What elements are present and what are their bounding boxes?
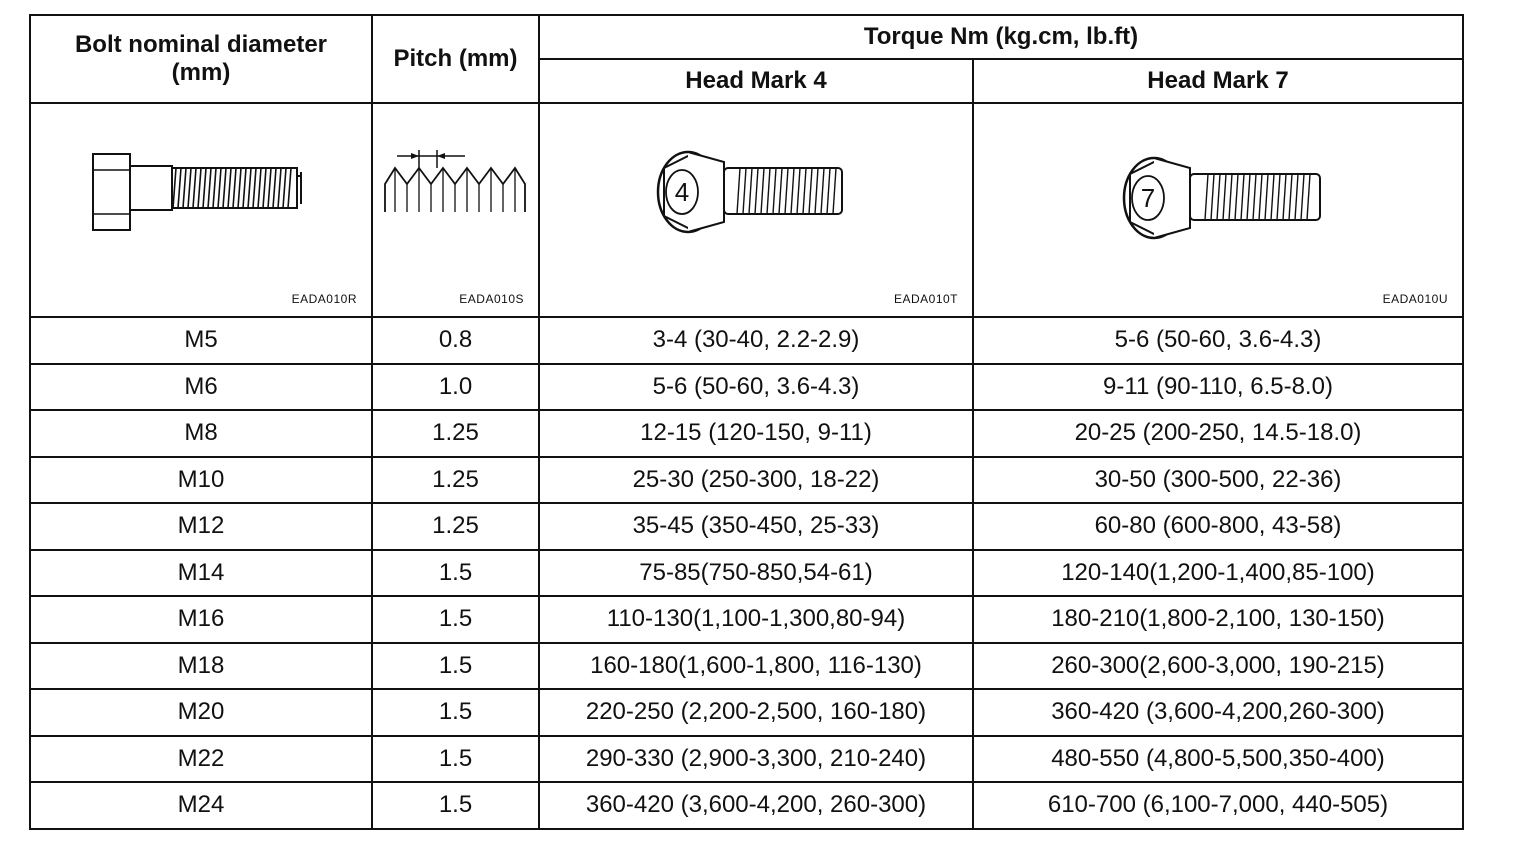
header-head-mark-7: Head Mark 7 <box>973 59 1463 103</box>
cell-size: M24 <box>30 782 372 829</box>
cell-size: M14 <box>30 550 372 597</box>
cell-pitch: 1.0 <box>372 364 539 411</box>
cell-head-mark-4: 5-6 (50-60, 3.6-4.3) <box>539 364 973 411</box>
table-row <box>30 457 1463 504</box>
cell-head-mark-4: 75-85(750-850,54-61) <box>539 550 973 597</box>
cell-head-mark-7: 260-300(2,600-3,000, 190-215) <box>973 643 1463 690</box>
cell-head-mark-7: 60-80 (600-800, 43-58) <box>973 503 1463 550</box>
cell-pitch: 1.5 <box>372 736 539 783</box>
table-row <box>30 736 1463 783</box>
cell-head-mark-4: 220-250 (2,200-2,500, 160-180) <box>539 689 973 736</box>
head-mark-7-illustration-cell <box>973 103 1463 317</box>
bolt-side-view-icon <box>31 104 373 316</box>
cell-head-mark-4: 360-420 (3,600-4,200, 260-300) <box>539 782 973 829</box>
image-code-diameter: EADA010R <box>291 292 357 306</box>
cell-head-mark-4: 12-15 (120-150, 9-11) <box>539 410 973 457</box>
thread-pitch-icon <box>373 104 540 316</box>
cell-head-mark-7: 610-700 (6,100-7,000, 440-505) <box>973 782 1463 829</box>
cell-size: M22 <box>30 736 372 783</box>
header-diameter: Bolt nominal diameter (mm) <box>30 15 372 103</box>
image-code-head-mark-4: EADA010T <box>893 292 958 306</box>
cell-head-mark-4: 25-30 (250-300, 18-22) <box>539 457 973 504</box>
cell-head-mark-7: 5-6 (50-60, 3.6-4.3) <box>973 317 1463 364</box>
cell-pitch: 0.8 <box>372 317 539 364</box>
cell-size: M10 <box>30 457 372 504</box>
table-row <box>30 364 1463 411</box>
table-row <box>30 550 1463 597</box>
table-row <box>30 643 1463 690</box>
cell-size: M20 <box>30 689 372 736</box>
table-row <box>30 410 1463 457</box>
cell-head-mark-4: 110-130(1,100-1,300,80-94) <box>539 596 973 643</box>
cell-head-mark-4: 35-45 (350-450, 25-33) <box>539 503 973 550</box>
cell-size: M12 <box>30 503 372 550</box>
cell-head-mark-7: 20-25 (200-250, 14.5-18.0) <box>973 410 1463 457</box>
cell-head-mark-7: 360-420 (3,600-4,200,260-300) <box>973 689 1463 736</box>
bolt-diameter-illustration-cell <box>30 103 372 317</box>
cell-size: M16 <box>30 596 372 643</box>
cell-pitch: 1.5 <box>372 689 539 736</box>
cell-pitch: 1.25 <box>372 457 539 504</box>
head-mark-4-illustration-cell <box>539 103 973 317</box>
svg-text:4: 4 <box>674 177 690 207</box>
cell-head-mark-7: 180-210(1,800-2,100, 130-150) <box>973 596 1463 643</box>
cell-pitch: 1.5 <box>372 782 539 829</box>
cell-head-mark-4: 160-180(1,600-1,800, 116-130) <box>539 643 973 690</box>
cell-size: M8 <box>30 410 372 457</box>
header-head-mark-4: Head Mark 4 <box>539 59 973 103</box>
bolt-head-mark-7-icon <box>974 104 1464 316</box>
cell-pitch: 1.5 <box>372 550 539 597</box>
table-row <box>30 689 1463 736</box>
cell-size: M6 <box>30 364 372 411</box>
cell-head-mark-7: 9-11 (90-110, 6.5-8.0) <box>973 364 1463 411</box>
pitch-illustration-cell <box>372 103 539 317</box>
cell-head-mark-4: 3-4 (30-40, 2.2-2.9) <box>539 317 973 364</box>
bolt-torque-table <box>29 14 1464 830</box>
cell-head-mark-7: 120-140(1,200-1,400,85-100) <box>973 550 1463 597</box>
table-row <box>30 782 1463 829</box>
image-code-head-mark-7: EADA010U <box>1382 292 1448 306</box>
cell-pitch: 1.25 <box>372 410 539 457</box>
bolt-head-mark-4-icon <box>540 104 974 316</box>
cell-head-mark-4: 290-330 (2,900-3,300, 210-240) <box>539 736 973 783</box>
image-code-pitch: EADA010S <box>459 292 524 306</box>
header-torque: Torque Nm (kg.cm, lb.ft) <box>539 15 1463 59</box>
header-pitch: Pitch (mm) <box>372 15 539 103</box>
cell-pitch: 1.25 <box>372 503 539 550</box>
table-row <box>30 596 1463 643</box>
cell-size: M5 <box>30 317 372 364</box>
svg-text:7: 7 <box>1140 183 1156 213</box>
cell-pitch: 1.5 <box>372 596 539 643</box>
torque-rows <box>30 317 1463 829</box>
cell-head-mark-7: 30-50 (300-500, 22-36) <box>973 457 1463 504</box>
cell-size: M18 <box>30 643 372 690</box>
table-row <box>30 503 1463 550</box>
cell-head-mark-7: 480-550 (4,800-5,500,350-400) <box>973 736 1463 783</box>
table-row <box>30 317 1463 364</box>
cell-pitch: 1.5 <box>372 643 539 690</box>
